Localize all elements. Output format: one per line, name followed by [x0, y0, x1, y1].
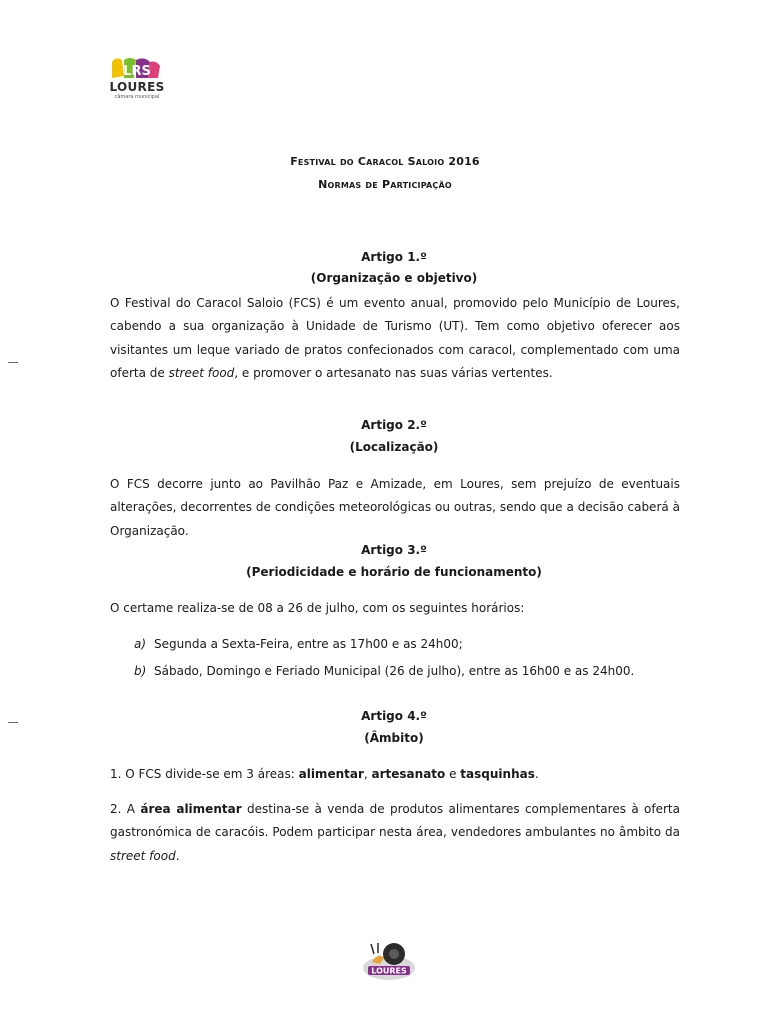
footer-logo-name: LOURES: [371, 966, 407, 976]
article-2-heading: (Localização): [349, 440, 439, 454]
article-1-text: O Festival do Caracol Saloio (FCS) é um evento anual, promovido pelo Município de Loures, cabendo a sua organização à Unidade de Turismo (UT). Tem como objetivo oferecer aos visitantes um leque variado de pratos confecionados com caracol, complementado com uma oferta de street food, e promover o artesanato nas suas várias vertentes.: [110, 296, 680, 380]
article-4-paragraph-1: 1. O FCS divide-se em 3 áreas: alimentar, artesanato e tasquinhas.: [110, 767, 539, 781]
article-4-heading: (Âmbito): [364, 731, 424, 745]
article-3-number: Artigo 3.º: [361, 543, 427, 557]
document-subtitle: Normas de Participação: [318, 178, 452, 191]
article-4-paragraph-2: 2. A área alimentar destina-se à venda de produtos alimentares complementares à oferta gastronómica de caracóis. Podem participar nesta área, vendedores ambulantes no âmbito da street food.: [110, 802, 680, 863]
logo-name: LOURES: [109, 80, 165, 94]
article-3-intro: O certame realiza-se de 08 a 26 de julho, com os seguintes horários:: [110, 601, 525, 615]
margin-mark: [8, 362, 18, 363]
list-item: a) Segunda a Sexta-Feira, entre as 17h00 e as 24h00;: [134, 637, 463, 651]
loures-logo: [106, 56, 168, 102]
article-4-number: Artigo 4.º: [361, 709, 427, 723]
logo-letters: LRS: [123, 64, 151, 79]
article-1-heading: (Organização e objetivo): [310, 271, 478, 285]
snail-icon: [358, 938, 420, 984]
article-2-text: O FCS decorre junto ao Pavilhão Paz e Amizade, em Loures, sem prejuízo de eventuais alterações, decorrentes de condições meteorológicas ou outras, sendo que a decisão caberá à Organização.: [110, 477, 680, 538]
article-1-number: Artigo 1.º: [361, 250, 427, 264]
snail-logo: [358, 938, 420, 984]
document-title: Festival do Caracol Saloio 2016: [290, 155, 480, 168]
article-2-number: Artigo 2.º: [361, 418, 427, 432]
list-item: b) Sábado, Domingo e Feriado Municipal (26 de julho), entre as 16h00 e as 24h00.: [134, 664, 635, 678]
article-3-heading: (Periodicidade e horário de funcionamento): [246, 565, 542, 579]
logo-graphic: [106, 56, 168, 82]
logo-subtitle: câmara municipal: [114, 94, 160, 100]
